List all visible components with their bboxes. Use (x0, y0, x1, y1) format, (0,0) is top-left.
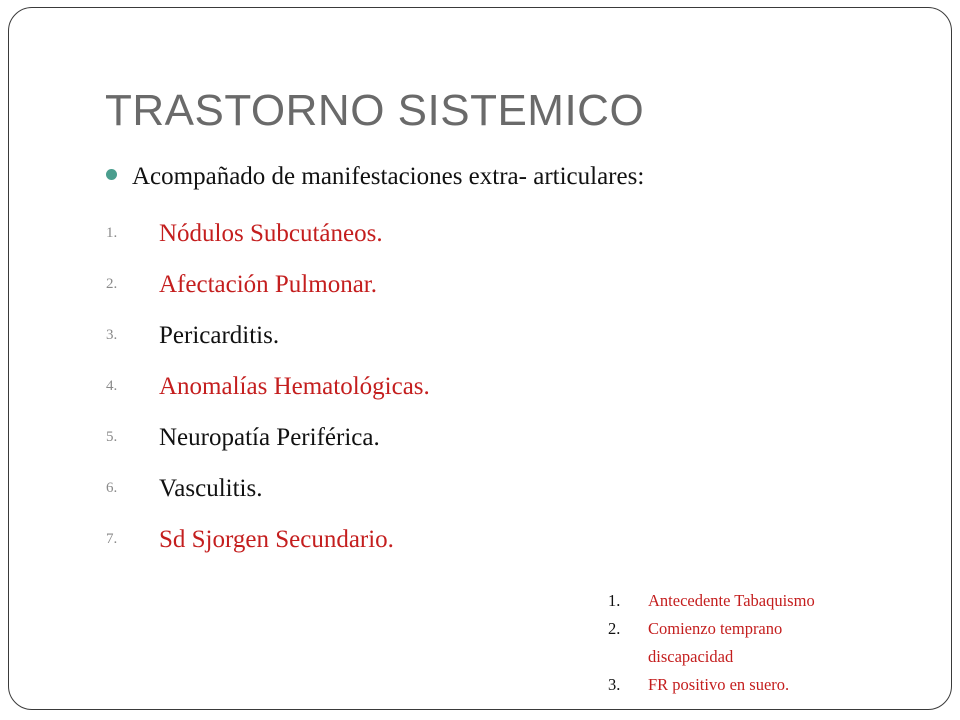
note-text: Comienzo temprano discapacidad (648, 619, 783, 666)
list-item (106, 208, 430, 259)
slide-title: TRASTORNO SISTEMICO (105, 86, 645, 135)
list-item (106, 514, 430, 565)
note-item (608, 671, 868, 699)
item-text: Afectación Pulmonar. (159, 270, 377, 298)
item-number: 5. (106, 429, 118, 445)
item-text: Nódulos Subcutáneos. (159, 219, 383, 247)
note-text: Antecedente Tabaquismo (648, 591, 815, 610)
manifestations-list (106, 208, 430, 565)
bullet-dot-icon (106, 169, 117, 180)
item-text: Sd Sjorgen Secundario. (159, 525, 394, 553)
list-item (106, 310, 430, 361)
item-text: Neuropatía Periférica. (159, 423, 380, 451)
item-number: 1. (106, 225, 118, 241)
item-text: Pericarditis. (159, 321, 280, 349)
item-number: 6. (106, 480, 118, 496)
note-item (608, 615, 868, 671)
intro-text: Acompañado de manifestaciones extra- articulares: (132, 163, 645, 190)
notes-list (608, 587, 868, 699)
list-item (106, 259, 430, 310)
item-text: Anomalías Hematológicas. (159, 372, 430, 400)
item-number: 7. (106, 531, 118, 547)
list-item (106, 361, 430, 412)
item-text: Vasculitis. (159, 474, 263, 502)
note-number: 1. (608, 591, 621, 610)
item-number: 2. (106, 276, 118, 292)
item-number: 3. (106, 327, 118, 343)
intro-bullet (106, 163, 644, 191)
note-item (608, 587, 868, 615)
list-item (106, 412, 430, 463)
list-item (106, 463, 430, 514)
item-number: 4. (106, 378, 118, 394)
note-number: 2. (608, 619, 621, 638)
note-text: FR positivo en suero. (648, 675, 790, 694)
note-number: 3. (608, 675, 621, 694)
